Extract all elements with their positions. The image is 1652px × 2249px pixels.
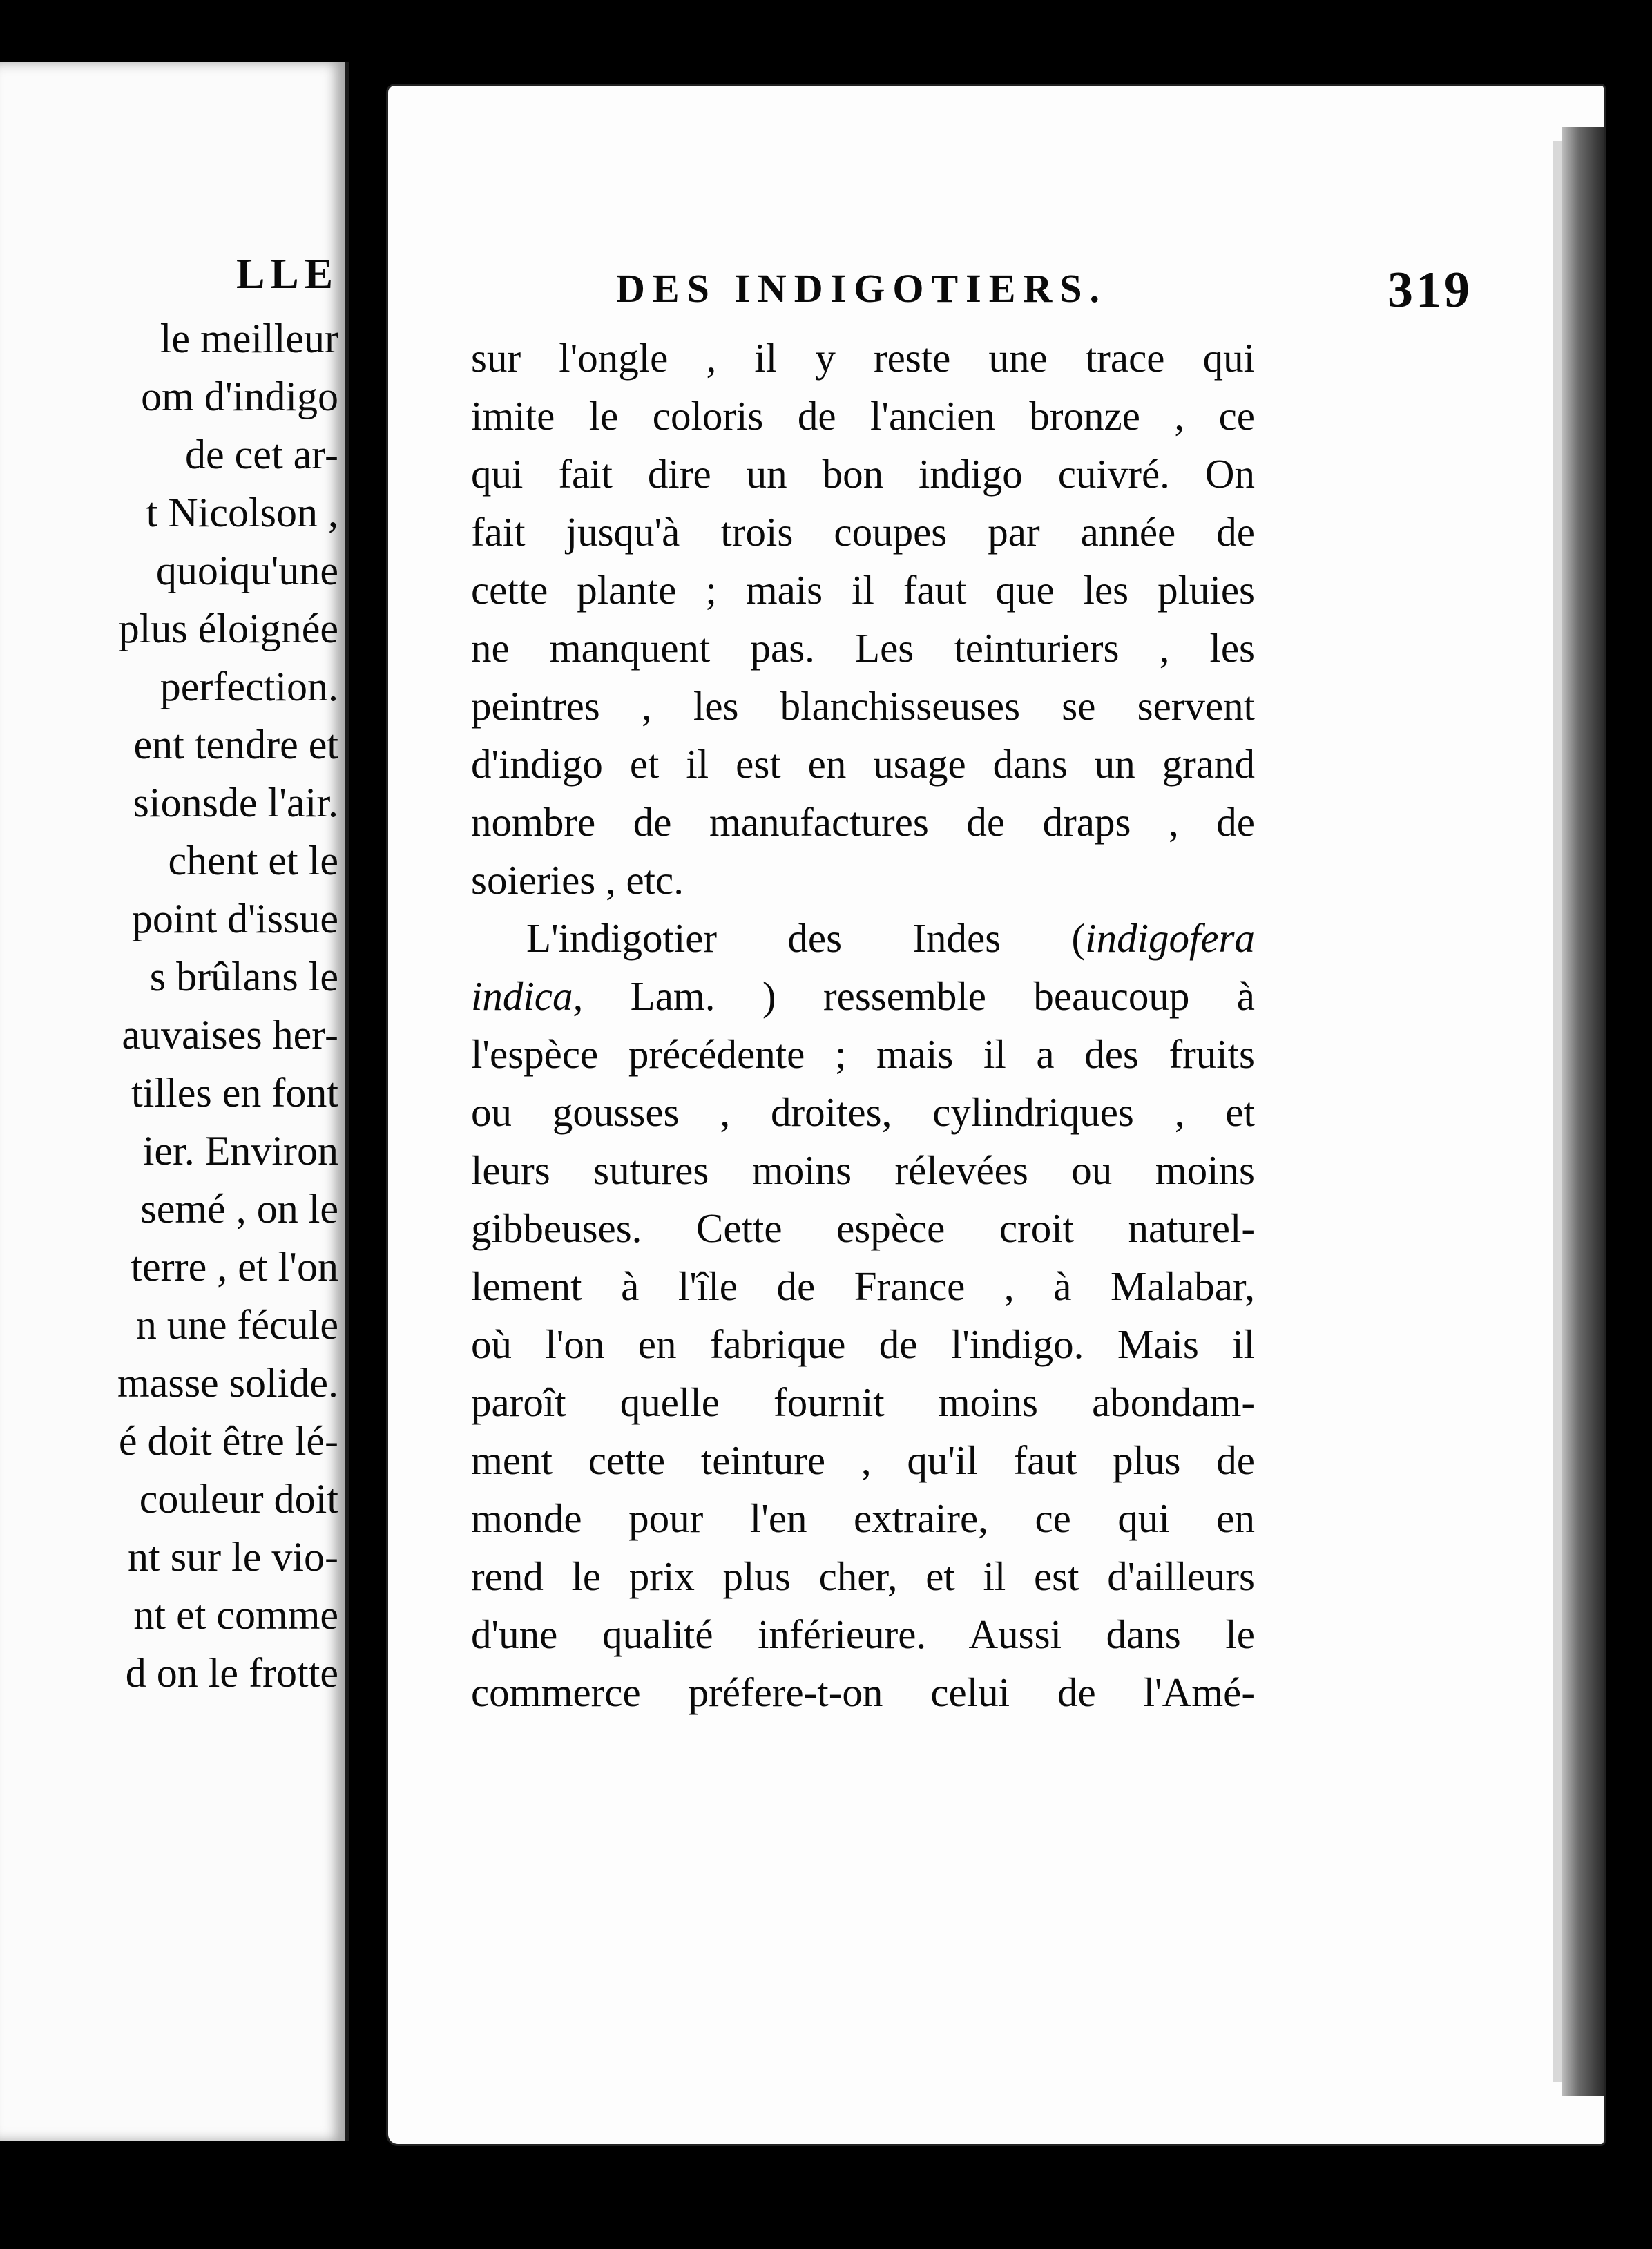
text-line: où l'on en fabrique de l'indigo. Mais il (471, 1321, 1255, 1367)
text-line: imite le coloris de l'ancien bronze , ce (471, 393, 1255, 439)
text-line: monde pour l'en extraire, ce qui en (471, 1495, 1255, 1541)
left-line: le meilleur (160, 316, 338, 361)
text-run: Lam. ) ressemble beaucoup à (583, 973, 1255, 1019)
paragraph-first-line (471, 909, 1255, 967)
text-line: sur l'ongle , il y reste une trace qui (471, 335, 1255, 381)
text-line: cette plante ; mais il faut que les pluies (471, 567, 1255, 613)
left-line: nt et comme (133, 1592, 338, 1638)
text-line: qui fait dire un bon indigo cuivré. On (471, 451, 1255, 497)
left-line: d on le frotte (125, 1650, 338, 1696)
text-line: d'indigo et il est en usage dans un grand (471, 741, 1255, 787)
body-text (471, 329, 1255, 1721)
text-line: commerce préfere-t-on celui de l'Amé- (471, 1669, 1255, 1715)
text-line: fait jusqu'à trois coupes par année de (471, 509, 1255, 555)
right-page (388, 86, 1604, 2144)
left-text-block (0, 309, 338, 1702)
left-line: perfection. (160, 664, 338, 709)
text-line: leurs sutures moins rélevées ou moins (471, 1147, 1255, 1193)
text-line: soieries , etc. (471, 857, 684, 903)
page-number: 319 (1387, 262, 1472, 318)
text-line: ne manquent pas. Les teinturiers , les (471, 625, 1255, 671)
left-line: tilles en font (131, 1070, 338, 1116)
page-edge-shadow (1562, 127, 1604, 2096)
text-line: ment cette teinture , qu'il faut plus de (471, 1437, 1255, 1483)
left-line: de cet ar- (185, 432, 338, 477)
text-line: rend le prix plus cher, et il est d'ailleurs (471, 1553, 1255, 1599)
left-line: sionsde l'air. (133, 780, 338, 825)
page-edge-highlight (1553, 141, 1562, 2082)
left-line: masse solide. (117, 1360, 338, 1406)
text-line: gibbeuses. Cette espèce croit naturel- (471, 1205, 1255, 1251)
left-line: terre , et l'on (131, 1244, 338, 1290)
text-run: L'indigotier des Indes ( (526, 915, 1086, 961)
running-title: DES INDIGOTIERS. (616, 266, 1108, 311)
left-line: n une fécule (135, 1302, 338, 1348)
left-line: é doit être lé- (118, 1418, 338, 1464)
text-line: d'une qualité inférieure. Aussi dans le (471, 1611, 1255, 1657)
text-line (471, 967, 1255, 1025)
left-line: t Nicolson , (146, 490, 338, 535)
left-line: ier. Environ (142, 1128, 338, 1174)
left-line: auvaises her- (122, 1012, 338, 1057)
text-line: lement à l'île de France , à Malabar, (471, 1263, 1255, 1309)
left-line: couleur doit (139, 1476, 338, 1522)
left-line: plus éloignée (118, 606, 338, 651)
left-facing-page (0, 62, 349, 2141)
left-line: point d'issue (131, 896, 338, 941)
left-running-head: LLE (236, 251, 338, 298)
text-line: paroît quelle fournit moins abondam- (471, 1379, 1255, 1425)
left-line: semé , on le (140, 1186, 338, 1232)
left-line: nt sur le vio- (128, 1534, 338, 1580)
left-line: quoiqu'une (155, 548, 338, 593)
text-line: nombre de manufactures de draps , de (471, 799, 1255, 845)
left-line: om d'indigo (141, 374, 338, 419)
text-line: ou gousses , droites, cylindriques , et (471, 1089, 1255, 1135)
left-line: ent tendre et (133, 722, 338, 767)
running-head (616, 262, 1472, 327)
italic-species-name: indigofera (1085, 915, 1255, 961)
text-line: l'espèce précédente ; mais il a des fruits (471, 1031, 1255, 1077)
italic-species-name: indica, (471, 973, 584, 1019)
left-line: chent et le (168, 838, 338, 883)
text-line: peintres , les blanchisseuses se servent (471, 683, 1255, 729)
left-line: s brûlans le (149, 954, 338, 999)
